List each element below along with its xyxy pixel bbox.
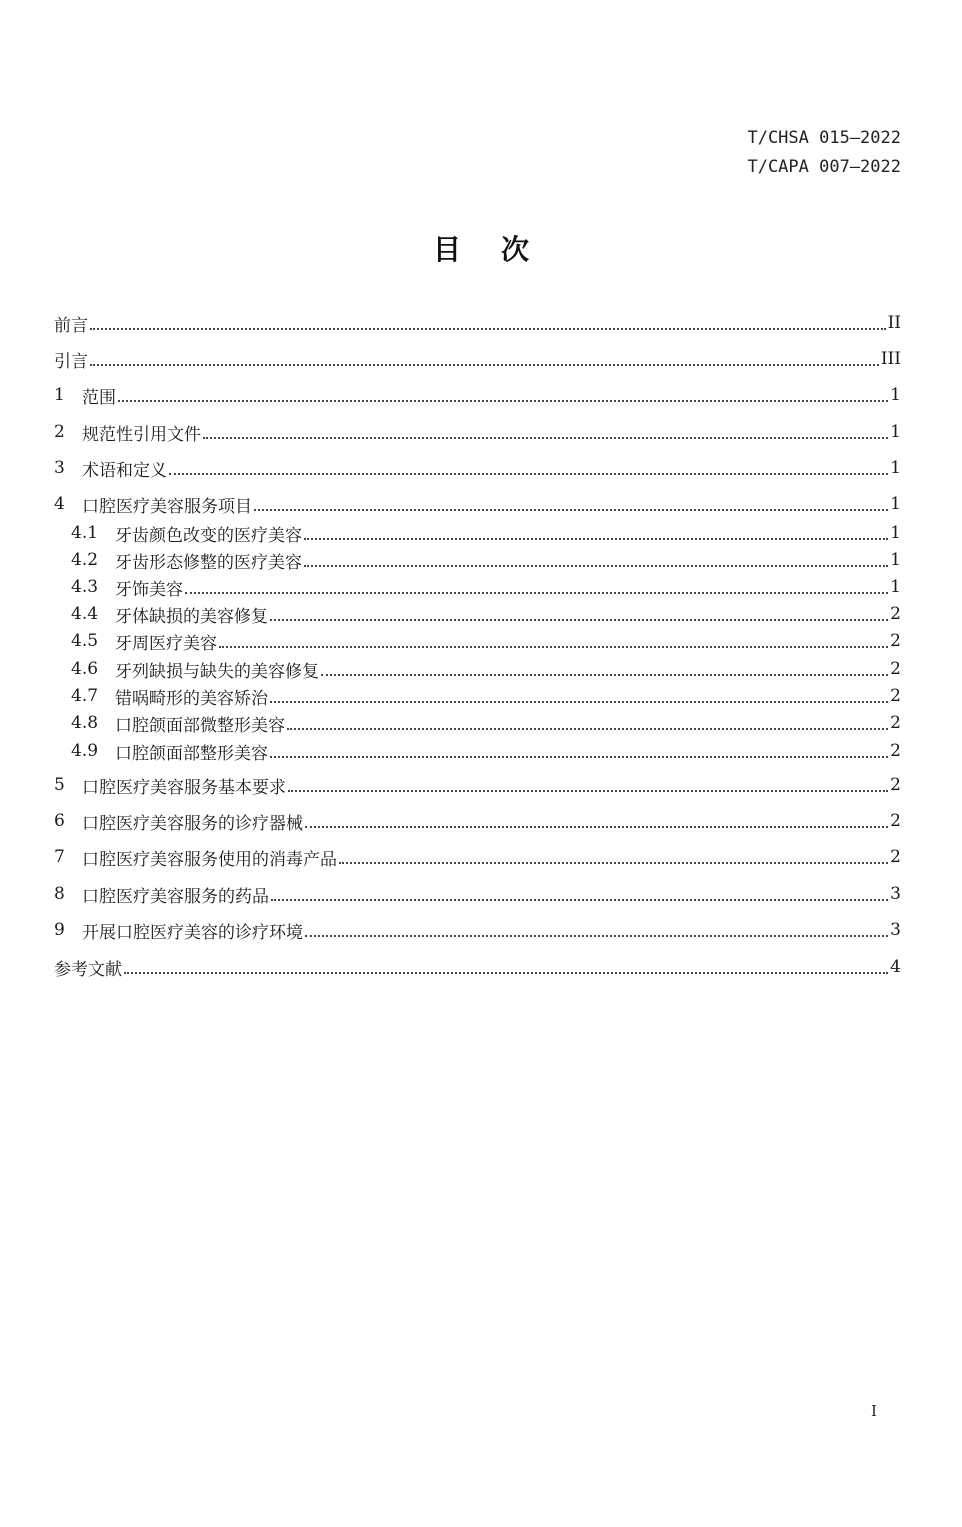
toc-entry-label: 规范性引用文件 xyxy=(82,424,201,445)
toc-entry[interactable] xyxy=(54,952,901,982)
toc-entry-number: 4.5 xyxy=(71,631,99,651)
toc-dot-leader xyxy=(304,538,888,540)
toc-dot-leader xyxy=(321,674,888,676)
toc-dot-leader xyxy=(185,592,888,594)
toc-dot-leader xyxy=(305,935,888,937)
toc-entry[interactable] xyxy=(54,842,901,872)
toc-entry-number: 4.1 xyxy=(71,523,99,543)
toc-entry-label: 口腔医疗美容服务项目 xyxy=(82,496,252,517)
toc-entry-label: 口腔医疗美容服务的药品 xyxy=(82,886,269,907)
toc-dot-leader xyxy=(270,619,888,621)
toc-dot-leader xyxy=(90,328,886,330)
toc-entry[interactable] xyxy=(54,308,901,338)
toc-entry-number: 3 xyxy=(54,458,65,478)
toc-entry-label: 牙列缺损与缺失的美容修复 xyxy=(115,661,319,682)
toc-entry[interactable] xyxy=(54,518,901,548)
toc-entry-label: 术语和定义 xyxy=(82,460,167,481)
standard-code-line-2: T/CAPA 007—2022 xyxy=(747,157,901,177)
toc-entry-label: 前言 xyxy=(54,315,88,336)
toc-entry-label: 牙齿形态修整的医疗美容 xyxy=(115,552,302,573)
toc-entry-number: 7 xyxy=(54,847,65,867)
toc-entry-label: 口腔医疗美容服务基本要求 xyxy=(82,777,286,798)
toc-entry-number: 4.3 xyxy=(71,577,99,597)
toc-entry-page: 1 xyxy=(890,422,901,442)
toc-entry-page: 2 xyxy=(890,686,901,706)
toc-entry[interactable] xyxy=(54,681,901,711)
toc-entry[interactable] xyxy=(54,380,901,410)
toc-entry-number: 2 xyxy=(54,422,65,442)
toc-entry-page: II xyxy=(887,313,901,333)
toc-entry[interactable] xyxy=(54,489,901,519)
toc-dot-leader xyxy=(219,646,888,648)
toc-entry-label: 口腔颌面部微整形美容 xyxy=(115,715,285,736)
standard-code-line-1: T/CHSA 015—2022 xyxy=(747,128,901,148)
toc-dot-leader xyxy=(288,790,888,792)
toc-entry-number: 5 xyxy=(54,775,65,795)
toc-entry-label: 牙周医疗美容 xyxy=(115,633,217,654)
toc-entry-page: 3 xyxy=(890,884,901,904)
toc-entry-number: 4.2 xyxy=(71,550,99,570)
toc-entry-label: 开展口腔医疗美容的诊疗环境 xyxy=(82,922,303,943)
toc-dot-leader xyxy=(124,972,888,974)
toc-entry-page: III xyxy=(880,349,901,369)
toc-entry-page: 1 xyxy=(890,523,901,543)
toc-dot-leader xyxy=(339,862,888,864)
toc-dot-leader xyxy=(287,728,888,730)
toc-entry-number: 4.4 xyxy=(71,604,99,624)
toc-entry[interactable] xyxy=(54,806,901,836)
toc-entry[interactable] xyxy=(54,626,901,656)
toc-entry-label: 范围 xyxy=(82,387,116,408)
toc-entry-page: 2 xyxy=(890,713,901,733)
toc-entry-number: 4.6 xyxy=(71,659,99,679)
toc-entry-number: 4 xyxy=(54,494,65,514)
toc-entry-label: 牙饰美容 xyxy=(115,579,183,600)
toc-entry-page: 2 xyxy=(890,775,901,795)
toc-entry-label: 牙齿颜色改变的医疗美容 xyxy=(115,525,302,546)
toc-entry-number: 9 xyxy=(54,920,65,940)
toc-entry-page: 1 xyxy=(890,577,901,597)
toc-entry-page: 2 xyxy=(890,741,901,761)
toc-entry-number: 1 xyxy=(54,385,65,405)
toc-entry-number: 6 xyxy=(54,811,65,831)
toc-entry-label: 错㖞畸形的美容矫治 xyxy=(115,688,268,709)
toc-entry-number: 4.9 xyxy=(71,741,99,761)
toc-entry[interactable] xyxy=(54,453,901,483)
page-title: 目次 xyxy=(432,233,569,266)
toc-dot-leader xyxy=(254,509,888,511)
toc-dot-leader xyxy=(90,364,879,366)
toc-entry[interactable] xyxy=(54,915,901,945)
toc-dot-leader xyxy=(305,826,888,828)
standard-code xyxy=(747,124,901,182)
toc-entry-label: 牙体缺损的美容修复 xyxy=(115,606,268,627)
toc-entry-label: 参考文献 xyxy=(54,959,122,980)
toc-entry-number: 4.7 xyxy=(71,686,99,706)
toc-entry[interactable] xyxy=(54,545,901,575)
toc-entry-page: 4 xyxy=(890,957,901,977)
toc-entry[interactable] xyxy=(54,654,901,684)
toc-dot-leader xyxy=(118,400,888,402)
toc-entry[interactable] xyxy=(54,599,901,629)
toc-entry-label: 口腔医疗美容服务使用的消毒产品 xyxy=(82,849,337,870)
toc-entry-page: 1 xyxy=(890,458,901,478)
toc-entry-label: 口腔颌面部整形美容 xyxy=(115,743,268,764)
toc-entry-page: 1 xyxy=(890,385,901,405)
toc-entry[interactable] xyxy=(54,572,901,602)
toc-entry-label: 引言 xyxy=(54,351,88,372)
toc-entry-page: 1 xyxy=(890,494,901,514)
toc-entry-number: 8 xyxy=(54,884,65,904)
toc-dot-leader xyxy=(270,701,888,703)
toc-entry-page: 2 xyxy=(890,659,901,679)
toc-entry[interactable] xyxy=(54,879,901,909)
toc-entry-page: 1 xyxy=(890,550,901,570)
toc-dot-leader xyxy=(169,473,888,475)
toc-entry-number: 4.8 xyxy=(71,713,99,733)
toc-dot-leader xyxy=(304,565,888,567)
toc-entry[interactable] xyxy=(54,708,901,738)
toc-entry-page: 2 xyxy=(890,604,901,624)
toc-entry-page: 2 xyxy=(890,847,901,867)
toc-entry-page: 3 xyxy=(890,920,901,940)
toc-entry-page: 2 xyxy=(890,811,901,831)
toc-entry[interactable] xyxy=(54,417,901,447)
toc-dot-leader xyxy=(271,899,888,901)
toc-entry[interactable] xyxy=(54,770,901,800)
page-number: I xyxy=(871,1402,877,1420)
toc-entry-label: 口腔医疗美容服务的诊疗器械 xyxy=(82,813,303,834)
toc-dot-leader xyxy=(203,437,888,439)
toc-entry-page: 2 xyxy=(890,631,901,651)
toc-entry[interactable] xyxy=(54,344,901,374)
toc-entry[interactable] xyxy=(54,736,901,766)
toc-dot-leader xyxy=(270,756,888,758)
